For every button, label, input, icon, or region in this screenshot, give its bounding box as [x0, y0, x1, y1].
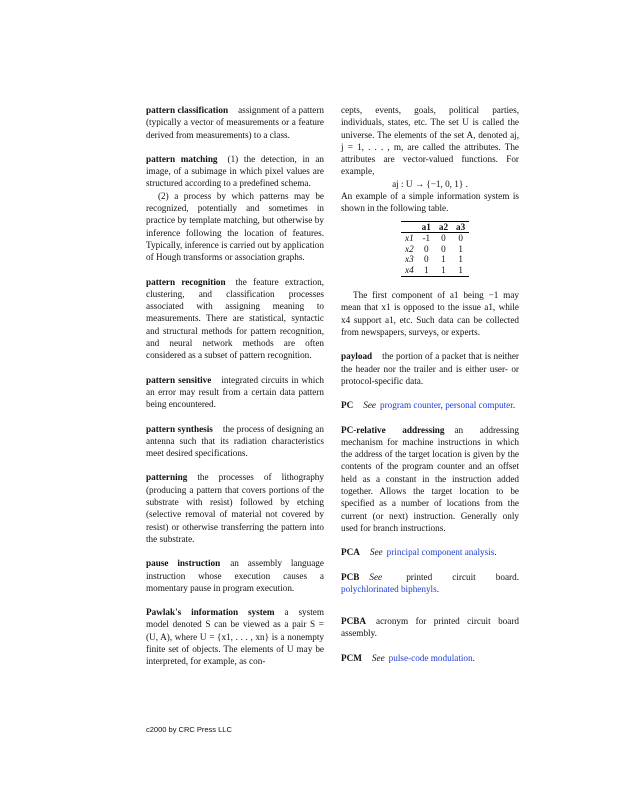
information-system-table: [401, 221, 469, 278]
entry-term: PCBA: [341, 616, 367, 627]
right-column: [341, 104, 519, 676]
entry-pattern-matching: [146, 153, 324, 264]
entry-term: PC: [341, 400, 354, 411]
table-row: [401, 244, 469, 255]
entry-definition: printed circuit board.: [406, 571, 519, 582]
copyright-footer: c2000 by CRC Press LLC: [146, 725, 232, 734]
table-cell: x2: [405, 243, 414, 254]
link-principal-component-analysis[interactable]: principal component analysis: [386, 547, 495, 558]
entry-definition: an assembly language instruction whose execution causes a momentary pause in program execution.: [146, 558, 324, 593]
link-pulse-code-modulation[interactable]: pulse-code modulation: [388, 652, 473, 663]
link-polychlorinated-biphenyls[interactable]: polychlorinated biphenyls: [341, 583, 437, 594]
entry-pcb: [341, 571, 519, 596]
see-label: See: [369, 547, 383, 558]
entry-pc: [341, 399, 519, 411]
table-header-cell: a3: [452, 221, 469, 233]
table-cell: x1: [405, 233, 414, 244]
table-cell: 1: [441, 254, 446, 265]
entry-definition: the portion of a packet that is neither the header nor the trailer and is either user- or protocol-specific data.: [341, 351, 519, 386]
entry-pcm: [341, 652, 519, 664]
entry-pause-instruction: [146, 557, 324, 594]
entry-term: PC-relative addressing: [341, 424, 445, 435]
entry-term: payload: [341, 351, 373, 362]
entry-term: pattern sensitive: [146, 374, 212, 385]
table-row: [401, 254, 469, 265]
period: .: [436, 583, 439, 594]
entry-pawlaks-information-system: [146, 606, 324, 667]
see-label: See: [369, 571, 383, 582]
entry-pc-relative-addressing: [341, 424, 519, 535]
table-cell: 1: [458, 254, 463, 265]
period: .: [512, 400, 516, 411]
entry-definition: a system model denoted S can be viewed as a pair S = (U, A), where U = {x1, . . . , xn} is a nonempty finite set of objects. The elements of U may be interpreted, for example, as con-: [146, 607, 324, 667]
separator: ,: [440, 400, 443, 411]
entry-term: pause instruction: [146, 558, 221, 569]
entry-payload: [341, 350, 519, 387]
table-cell: x3: [405, 254, 414, 265]
continuation-text-2: The first component of a1 being −1 may mean that x1 is opposed to the issue a1, while x4 support a1, etc. Such data can be collected from newspapers, surveys, or experts.: [341, 290, 519, 338]
table-header-row: [401, 221, 469, 233]
continuation-text: cepts, events, goals, political parties, individuals, states, etc. The set U is called the universe. The elements of the set A, denoted aj, j = 1, . . . , m, are called the attributes. The attributes are vector-valued functions. For example,: [341, 105, 519, 177]
table-cell: 1: [458, 243, 463, 254]
period: .: [472, 652, 475, 663]
entry-pawlak-continuation: [341, 104, 519, 338]
entry-pca: [341, 546, 519, 558]
table-cell: -1: [422, 233, 431, 244]
entry-definition: an addressing mechanism for machine instructions in which the address of the target location is given by the contents of the program counter and an offset held as a constant in the instruction added together. Allows the target location to be specified as a number of locations from the current (or next) instruction. Generally only used for branch instructions.: [341, 424, 519, 533]
entry-term: Pawlak's information system: [146, 607, 275, 618]
entry-definition: (1) the detection, in an image, of a subimage in which pixel values are structured according to a predefined schema.: [146, 153, 324, 189]
see-label: See: [371, 652, 385, 663]
left-column: [146, 104, 324, 680]
table-header-cell: [401, 221, 418, 233]
table-header-cell: a1: [418, 221, 435, 233]
entry-pattern-classification: [146, 104, 324, 141]
table-cell: 1: [435, 265, 452, 277]
entry-pattern-recognition: [146, 276, 324, 362]
entry-term: patterning: [146, 472, 188, 483]
entry-term: PCM: [341, 652, 362, 663]
table-cell: 0: [458, 233, 463, 244]
entry-term: pattern recognition: [146, 276, 226, 287]
table-cell: 0: [441, 233, 446, 244]
entry-definition-2: (2) a process by which patterns may be recognized, potentially and sometimes in practice by template matching, but otherwise by inference following the location of features. Typically, inference is carried out by application of Hough transforms or association graphs.: [146, 190, 324, 263]
table-cell: 0: [423, 243, 429, 254]
see-label: See: [363, 400, 376, 411]
entry-definition: assignment of a pattern (typically a vector of measurements or a feature derived from measurements) to a class.: [146, 105, 324, 140]
table-cell: 0: [441, 243, 446, 254]
table-cell: 1: [452, 265, 469, 277]
entry-definition: the processes of lithography (producing a pattern that covers portions of the substrate with resist) followed by etching (selective removal of material not covered by resist) or otherwise transferring the pattern into the substrate.: [146, 472, 324, 544]
table-row: [401, 265, 469, 277]
entry-definition: the process of designing an antenna such that its radiation characteristics meet desired specifications.: [146, 423, 324, 459]
equation: aj : U → {−1, 0, 1} .: [392, 178, 468, 189]
entry-pcba: [341, 615, 519, 640]
entry-term: pattern synthesis: [146, 423, 213, 434]
table-header-cell: a2: [435, 221, 452, 233]
entry-pattern-synthesis: [146, 423, 324, 460]
entry-term: pattern classification: [146, 105, 229, 115]
table-cell: x4: [401, 265, 418, 277]
table-row: [401, 233, 469, 244]
entry-definition: the feature extraction, clustering, and classification processes associated with assigning meaning to measurements. There are statistical, syntactic and structural methods for pattern recognition, and neural network methods are often considered as a subset of pattern recognition.: [146, 276, 324, 361]
table-intro: An example of a simple information system is shown in the following table.: [341, 191, 519, 214]
entry-term: pattern matching: [146, 153, 218, 164]
period: .: [494, 547, 497, 558]
entry-definition: acronym for printed circuit board assembly.: [341, 616, 519, 639]
entry-term: PCB: [341, 571, 360, 582]
link-personal-computer[interactable]: personal computer: [445, 400, 513, 411]
entry-term: PCA: [341, 547, 360, 558]
table-cell: 1: [418, 265, 435, 277]
table-cell: 0: [423, 254, 429, 265]
entry-patterning: [146, 471, 324, 545]
entry-definition: integrated circuits in which an error may result from a certain data pattern being encountered.: [146, 374, 325, 410]
entry-pattern-sensitive: [146, 374, 324, 411]
link-program-counter[interactable]: program counter: [380, 400, 441, 411]
